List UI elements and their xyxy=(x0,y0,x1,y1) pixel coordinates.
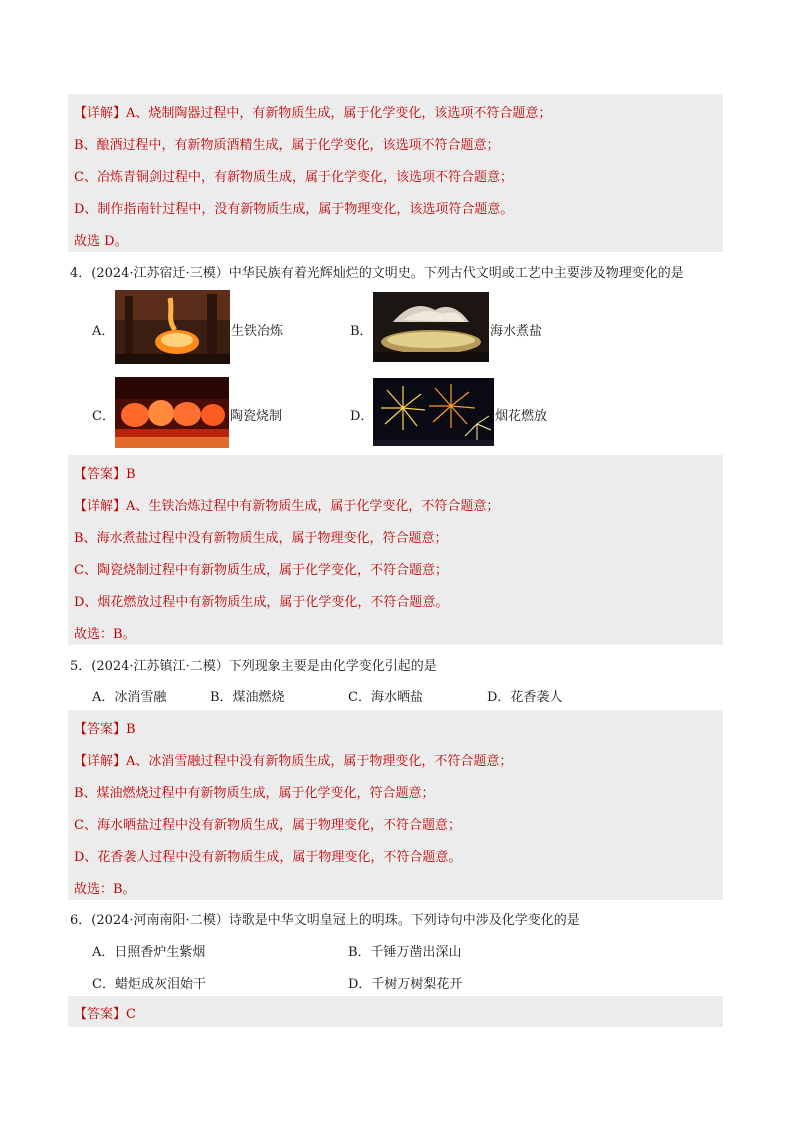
explanation-line: 故选：B。 xyxy=(74,882,136,897)
explanation-line: C、冶炼青铜剑过程中，有新物质生成，属于化学变化，该选项不符合题意； xyxy=(74,170,513,185)
option-a-caption: 生铁冶炼 xyxy=(231,324,284,339)
question-5-option: B．煤油燃烧 xyxy=(210,690,285,705)
fireworks-photo xyxy=(373,378,494,446)
answer-block-q5 xyxy=(68,710,723,900)
question-4-stem: 4．(2024·江苏宿迁·三模）中华民族有着光辉灿烂的文明史。下列古代文明或工艺中主要涉及物理变化的是 xyxy=(70,266,684,281)
explanation-line: D、烟花燃放过程中有新物质生成，属于化学变化，不符合题意。 xyxy=(74,595,449,610)
ceramic-firing-photo xyxy=(115,377,229,448)
question-5-option: C．海水晒盐 xyxy=(348,690,423,705)
question-5-option: D．花香袭人 xyxy=(487,690,563,705)
answer-label: 【答案】B xyxy=(74,722,136,737)
explanation-block-q3 xyxy=(68,94,723,252)
option-c-caption: 陶瓷烧制 xyxy=(230,409,283,424)
option-b-letter: B． xyxy=(350,324,373,339)
explanation-line: 【详解】A、生铁冶炼过程中有新物质生成，属于化学变化，不符合题意； xyxy=(74,499,500,514)
answer-block-q6 xyxy=(68,996,723,1027)
salt-boiling-photo xyxy=(373,292,489,362)
answer-label: 【答案】B xyxy=(74,467,136,482)
explanation-line: 故选：B。 xyxy=(74,627,136,642)
explanation-line: C、陶瓷烧制过程中有新物质生成，属于化学变化，不符合题意； xyxy=(74,563,448,578)
option-d-caption: 烟花燃放 xyxy=(495,409,548,424)
explanation-line: B、海水煮盐过程中没有新物质生成，属于物理变化，符合题意； xyxy=(74,531,448,546)
explanation-line: 【详解】A、烧制陶器过程中，有新物质生成，属于化学变化，该选项不符合题意； xyxy=(74,106,552,121)
question-6-option: B．千锤万凿出深山 xyxy=(348,945,462,960)
question-6-option: D．千树万树梨花开 xyxy=(348,977,463,992)
question-6-stem: 6．(2024·河南南阳·二模）诗歌是中华文明皇冠上的明珠。下列诗句中涉及化学变化的是 xyxy=(70,913,580,928)
explanation-line: 故选 D。 xyxy=(74,234,128,249)
question-5-option: A．冰消雪融 xyxy=(92,690,167,705)
option-a-letter: A． xyxy=(92,324,115,339)
option-b-caption: 海水煮盐 xyxy=(490,324,543,339)
answer-block-q4 xyxy=(68,455,723,645)
explanation-line: B、酿酒过程中，有新物质酒精生成，属于化学变化，该选项不符合题意； xyxy=(74,138,500,153)
question-5-stem: 5．(2024·江苏镇江·二模）下列现象主要是由化学变化引起的是 xyxy=(70,659,437,674)
iron-smelting-photo xyxy=(115,290,230,364)
question-6-option: A．日照香炉生紫烟 xyxy=(92,945,206,960)
answer-label: 【答案】C xyxy=(74,1007,136,1022)
question-6-option: C．蜡炬成灰泪始干 xyxy=(92,977,206,992)
explanation-line: C、海水晒盐过程中没有新物质生成，属于物理变化，不符合题意； xyxy=(74,818,461,833)
option-c-letter: C． xyxy=(92,409,115,424)
explanation-line: 【详解】A、冰消雪融过程中没有新物质生成，属于物理变化，不符合题意； xyxy=(74,754,513,769)
option-d-letter: D． xyxy=(350,409,374,424)
explanation-line: D、制作指南针过程中，没有新物质生成，属于物理变化，该选项符合题意。 xyxy=(74,202,514,217)
explanation-line: B、煤油燃烧过程中有新物质生成，属于化学变化，符合题意； xyxy=(74,786,435,801)
explanation-line: D、花香袭人过程中没有新物质生成，属于物理变化，不符合题意。 xyxy=(74,850,462,865)
